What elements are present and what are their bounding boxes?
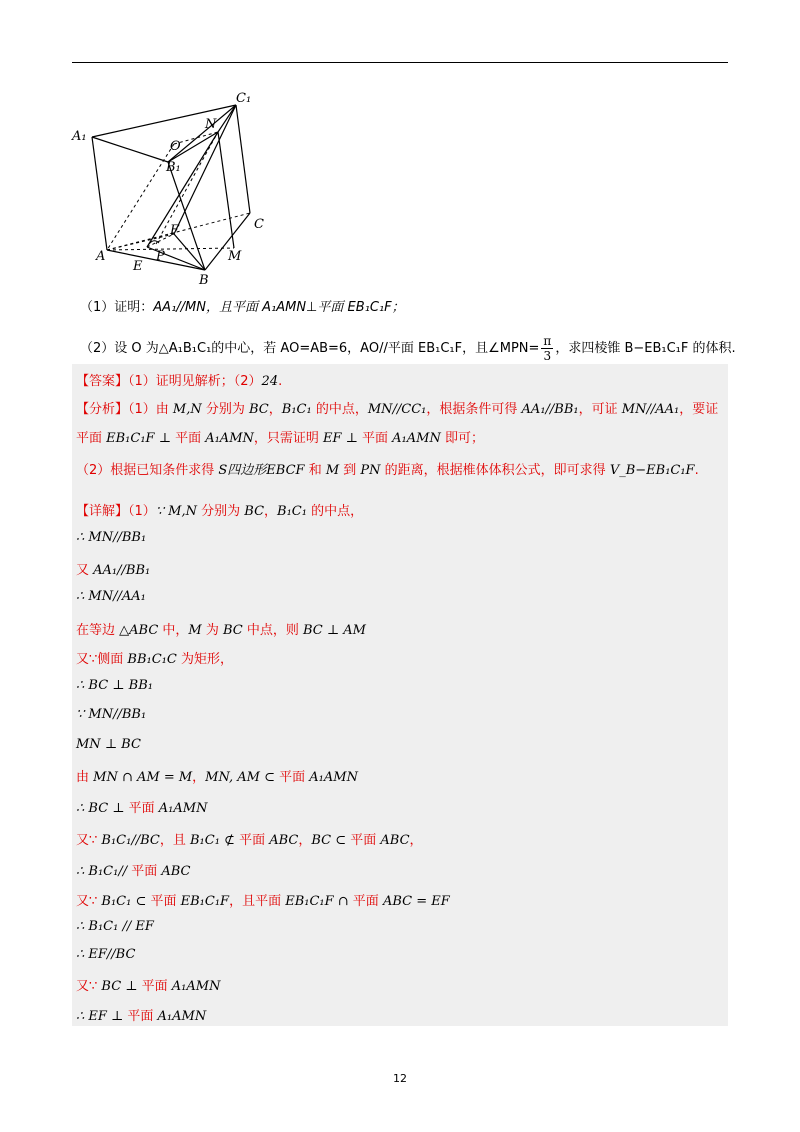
math-expression: ABC [380, 833, 410, 848]
solution-text: 【答案】（1）证明见解析；（2） [76, 374, 262, 389]
solution-text: 为 [201, 623, 223, 638]
solution-line [76, 589, 146, 604]
math-expression: ∴ BC ⊥ BB₁ [76, 678, 153, 693]
math-expression: EF ⊥ [323, 431, 358, 446]
math-expression: M [188, 623, 202, 638]
math-expression: A₁AMN [158, 801, 208, 816]
math-expression: EB₁C₁F [180, 894, 230, 909]
solution-text: 即可； [440, 431, 484, 446]
solution-text: 【详解】（1） [76, 504, 156, 519]
question-2 [80, 334, 736, 363]
math-expression: MN ⊥ BC [76, 737, 141, 752]
solution-text: 为矩形， [176, 652, 233, 667]
math-expression: S四边形EBCF [218, 463, 305, 478]
question-1 [80, 296, 405, 315]
solution-text: 平面 [234, 833, 270, 848]
q2-tail: ，求四棱锥 B−EB₁C₁F 的体积. [555, 341, 736, 356]
fraction-denominator: 3 [543, 349, 552, 363]
prism-figure [66, 92, 296, 288]
solution-line [76, 860, 191, 879]
solution-text: 平面 [170, 431, 206, 446]
math-expression: PN [360, 463, 381, 478]
solution-text: ，只需证明 [253, 431, 324, 446]
label-N: N [205, 117, 217, 132]
solution-line [76, 829, 423, 848]
solution-text: 【分析】（1）由 [76, 402, 173, 417]
math-expression: ∴ MN//BB₁ [76, 530, 147, 545]
solution-line [76, 370, 282, 389]
solution-text: ， [268, 402, 282, 417]
solution-text: 分别为 [201, 402, 249, 417]
solution-line [76, 797, 207, 816]
math-expression: ∴ B₁C₁ // EF [76, 919, 154, 934]
q1-prefix: （1）证明： [80, 300, 154, 315]
fraction-numerator: π [543, 334, 552, 348]
math-expression: ∴ EF//BC [76, 947, 136, 962]
label-M: M [228, 249, 242, 264]
solution-line [76, 530, 146, 545]
label-C1: C₁ [236, 91, 252, 106]
math-expression: ∴ B₁C₁// [76, 864, 128, 879]
solution-line [76, 1005, 206, 1024]
solution-text: 又∵侧面 [76, 652, 128, 667]
solution-text: ，可证 [578, 402, 622, 417]
solution-text: 平面 [346, 833, 381, 848]
solution-line [76, 707, 146, 722]
solution-line [76, 619, 366, 638]
math-expression: MN//AA₁ [621, 402, 680, 417]
solution-text: 平面 [124, 801, 159, 816]
math-expression: BC ⊥ [101, 979, 138, 994]
solution-text: ， [264, 504, 278, 519]
solution-text: 又∵ [76, 833, 102, 848]
solution-text: 在等边 [76, 623, 120, 638]
math-expression: V_B−EB₁C₁F [609, 463, 695, 478]
math-expression: M,N [172, 402, 202, 417]
solution-text: 的中点， [311, 402, 368, 417]
label-O: O [170, 139, 181, 154]
math-expression: BC [249, 402, 269, 417]
solution-text: 平面 [127, 864, 162, 879]
solution-text: 又 [76, 563, 94, 578]
solution-line [76, 890, 450, 909]
solution-text: 的中点， [306, 504, 364, 519]
math-expression: B₁C₁ [281, 402, 312, 417]
solution-text: ，且 [159, 833, 190, 848]
math-expression: A₁AMN [392, 431, 441, 446]
math-expression: ABC [161, 864, 191, 879]
math-expression: 24 [261, 374, 279, 389]
solution-text: 平面 [123, 1009, 158, 1024]
page-number: 12 [393, 1072, 407, 1085]
math-expression: B₁C₁ ⊄ [189, 833, 235, 848]
solution-text: . [278, 374, 283, 389]
label-P: P [156, 249, 165, 264]
solution-line [76, 459, 699, 478]
solution-line [76, 737, 141, 752]
solution-line [76, 559, 150, 578]
solution-text: 和 [304, 463, 326, 478]
solution-text: . [694, 463, 699, 478]
math-expression: MN, AM ⊂ [205, 770, 276, 785]
math-expression: M [325, 463, 340, 478]
solution-text: ， [409, 833, 423, 848]
solution-text: 平面 [137, 979, 172, 994]
solution-line [76, 766, 358, 785]
math-expression: MN ∩ AM = M [93, 770, 193, 785]
solution-line [76, 975, 220, 994]
solution-text: 平面 [348, 894, 383, 909]
solution-text: 分别为 [197, 504, 245, 519]
math-expression: B₁C₁//BC [101, 833, 160, 848]
math-expression: ABC = EF [382, 894, 450, 909]
prism-diagram [66, 92, 296, 288]
label-B: B [199, 273, 209, 288]
math-expression: BB₁C₁C [127, 652, 177, 667]
solution-text: ，根据条件可得 [426, 402, 522, 417]
math-expression: AA₁//BB₁ [521, 402, 579, 417]
solution-line [76, 919, 154, 934]
solution-line [76, 648, 233, 667]
label-F: F [170, 223, 180, 238]
solution-text: 由 [76, 770, 94, 785]
solution-line [76, 427, 484, 446]
solution-text: 又∵ [76, 979, 102, 994]
q2-text: （2）设 O 为△A₁B₁C₁的中心，若 AO=AB=6，AO//平面 EB₁C₁F，且∠MPN= [80, 341, 540, 356]
label-B1: B₁ [166, 160, 181, 175]
solution-text: 平面 [357, 431, 393, 446]
math-expression: ∵ M,N [155, 504, 198, 519]
solution-text: ， [192, 770, 206, 785]
label-A1: A₁ [72, 129, 87, 144]
math-expression: ABC [269, 833, 299, 848]
solution-text: 中点，则 [242, 623, 304, 638]
math-expression: A₁AMN [157, 1009, 207, 1024]
math-expression: BC ⊥ AM [303, 623, 366, 638]
solution-text: ， [298, 833, 312, 848]
math-expression: B₁C₁ [277, 504, 307, 519]
solution-line [76, 678, 153, 693]
solution-text: 的距离，根据椎体体积公式，即可求得 [380, 463, 610, 478]
header-rule [72, 62, 728, 63]
solution-line [76, 398, 718, 417]
solution-text: 中， [158, 623, 189, 638]
math-expression: ∴ EF ⊥ [76, 1009, 124, 1024]
label-C: C [254, 217, 264, 232]
math-expression: B₁C₁ ⊂ [101, 894, 147, 909]
math-expression: EB₁C₁F ⊥ [106, 431, 171, 446]
solution-text: ，要证 [679, 402, 719, 417]
math-expression: BC [223, 623, 243, 638]
math-expression: MN//CC₁ [367, 402, 427, 417]
math-expression: ∵ MN//BB₁ [76, 707, 147, 722]
label-A: A [96, 249, 106, 264]
solution-text: 又∵ [76, 894, 102, 909]
math-expression: ∴ BC ⊥ [76, 801, 125, 816]
solution-text: ，且平面 [229, 894, 286, 909]
math-expression: A₁AMN [309, 770, 358, 785]
math-expression: AA₁//BB₁ [93, 563, 151, 578]
math-expression: ∴ MN//AA₁ [76, 589, 146, 604]
q1-math: AA₁//MN，且平面 A₁AMN⊥平面 EB₁C₁F； [153, 300, 405, 315]
math-expression: BC [244, 504, 265, 519]
solution-text: （2）根据已知条件求得 [76, 463, 219, 478]
label-E: E [133, 259, 143, 274]
solution-line [76, 500, 363, 519]
solution-text: 到 [339, 463, 361, 478]
solution-text: 平面 [76, 431, 107, 446]
math-expression: BC ⊂ [311, 833, 347, 848]
math-expression: △ABC [119, 623, 159, 638]
solution-text: 平面 [146, 894, 181, 909]
solution-line [76, 947, 135, 962]
solution-text: 平面 [275, 770, 310, 785]
math-expression: A₁AMN [205, 431, 254, 446]
math-expression: EB₁C₁F ∩ [285, 894, 349, 909]
math-expression: A₁AMN [171, 979, 221, 994]
pi-over-3-fraction [541, 334, 553, 363]
